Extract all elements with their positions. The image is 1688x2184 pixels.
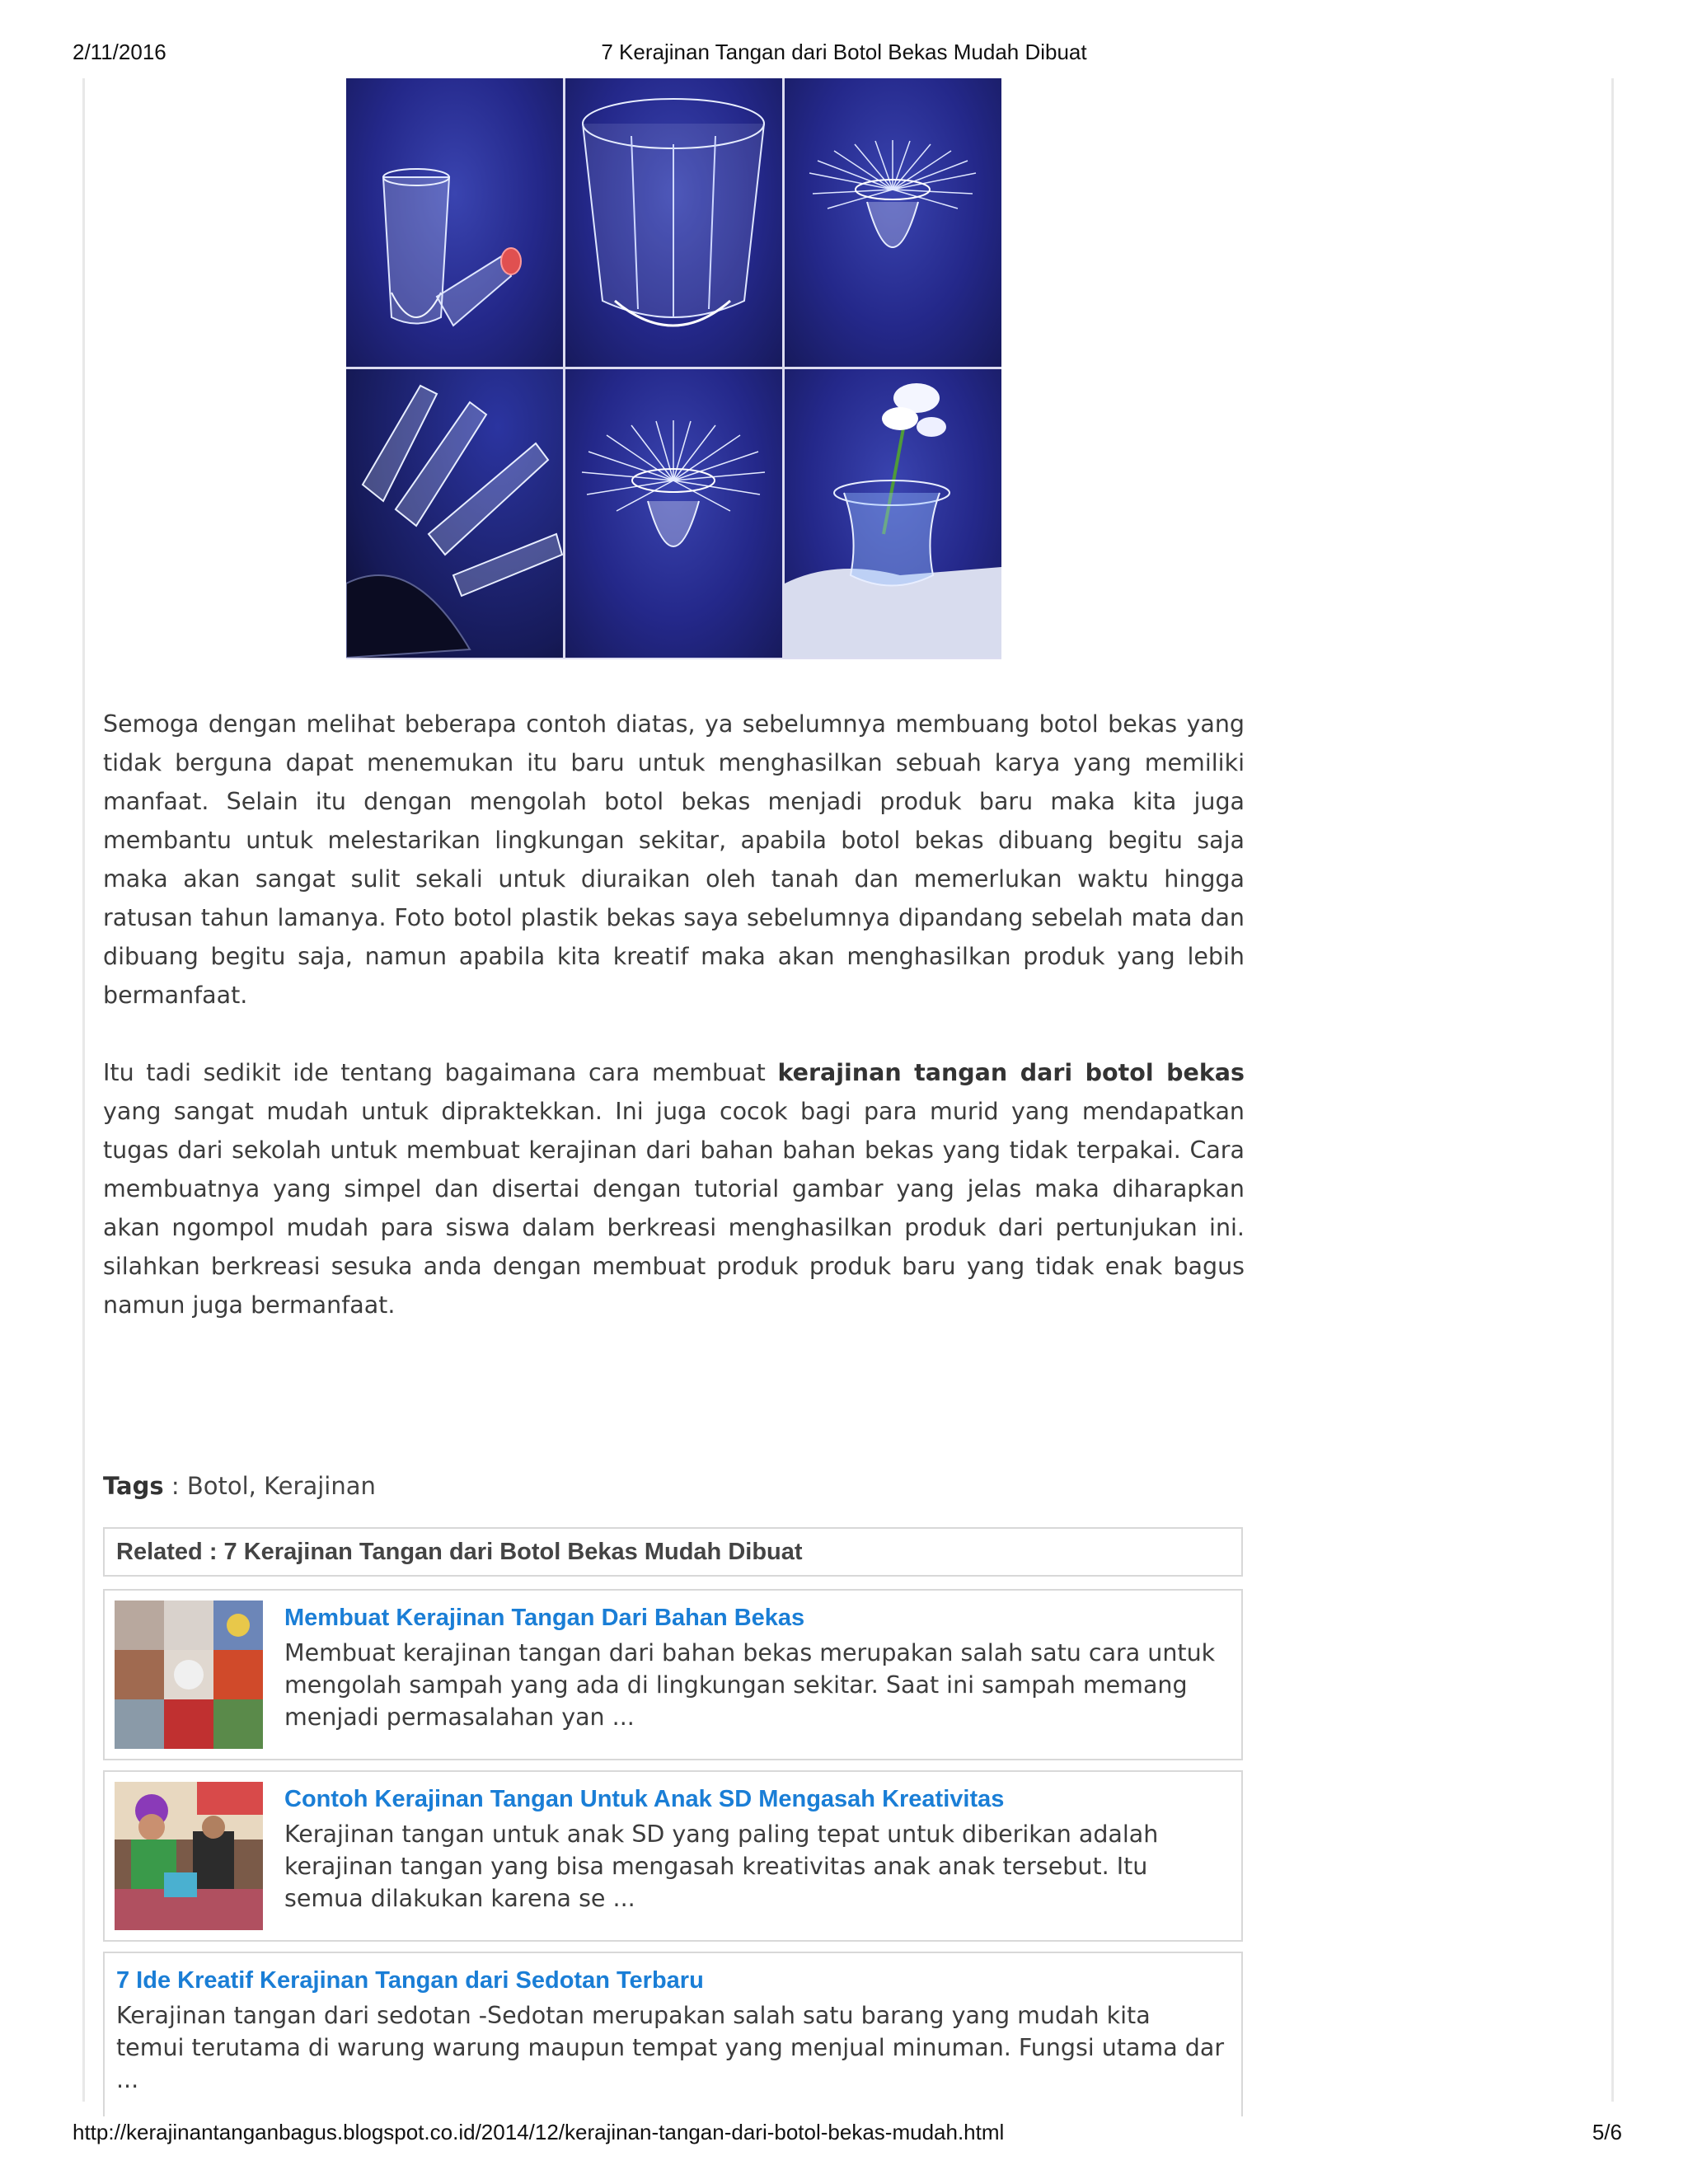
- right-rule: [1611, 78, 1614, 2102]
- print-url: http://kerajinantanganbagus.blogspot.co.id/2014/12/kerajinan-tangan-dari-botol-bekas-mudah.html: [73, 2120, 1005, 2144]
- related-post-item[interactable]: [103, 1770, 1243, 1942]
- photo-step-strips-closeup: [346, 369, 563, 658]
- bottle-vase-tutorial-photo: [346, 78, 1001, 659]
- keyword-bold: kerajinan tangan dari botol bekas: [777, 1059, 1245, 1086]
- print-page-number: 5/6: [1592, 2120, 1622, 2144]
- tags-separator: :: [163, 1472, 187, 1500]
- photo-step-slice-strips: [565, 78, 782, 367]
- tags-joiner: ,: [248, 1472, 265, 1500]
- photo-step-fan-out: [785, 78, 1001, 367]
- related-post-item[interactable]: [103, 1589, 1243, 1760]
- photo-step-cut-bottle: [346, 78, 563, 367]
- tags-line: [103, 1472, 376, 1500]
- article-paragraph-1: Semoga dengan melihat beberapa contoh diatas, ya sebelumnya membuang botol bekas yang tidak berguna dapat menemukan itu baru untuk menghasilkan sebuah karya yang memiliki manfaat. Selain itu dengan mengolah botol bekas menjadi produk baru maka kita juga membantu untuk melestarikan lingkungan sekitar, apabila botol bekas dibuang begitu saja maka akan sangat sulit sekali untuk diuraikan oleh tanah dan memerlukan waktu hingga ratusan tahun lamanya. Foto botol plastik bekas saya sebelumnya dipandang sebelah mata dan dibuang begitu saja, namun apabila kita kreatif maka akan menghasilkan produk yang lebih bermanfaat.: [103, 710, 1245, 1009]
- related-post-excerpt: Kerajinan tangan untuk anak SD yang paling tepat untuk diberikan adalah kerajinan tangan yang bisa mengasah kreativitas anak anak tersebut. Itu semua dilakukan karena se ...: [284, 1821, 1159, 1912]
- related-post-title-link[interactable]: 7 Ide Kreatif Kerajinan Tangan dari Sedotan Terbaru: [116, 1967, 704, 1994]
- tag-link-botol[interactable]: Botol: [186, 1472, 249, 1500]
- print-header: [0, 40, 1688, 73]
- article-paragraph-2: [103, 1053, 1245, 1324]
- related-post-title-link[interactable]: Contoh Kerajinan Tangan Untuk Anak SD Mengasah Kreativitas: [284, 1786, 1005, 1812]
- tag-link-kerajinan[interactable]: Kerajinan: [264, 1472, 376, 1500]
- left-rule: [82, 78, 85, 2102]
- print-footer: [0, 2120, 1688, 2153]
- paragraph-2-rest: yang sangat mudah untuk dipraktekkan. Ini juga cocok bagi para murid yang mendapatkan tugas dari sekolah untuk membuat kerajinan dari bahan bahan bekas yang tidak terpakai. Cara membuatnya yang simpel dan disertai dengan tutorial gambar yang jelas maka diharapkan akan ngompol mudah para siswa dalam berkreasi menghasilkan produk dari pertunjukan ini. silahkan berkreasi sesuka anda dengan membuat produk produk baru yang tidak enak bagus namun juga bermanfaat.: [103, 1098, 1245, 1319]
- article-body: [103, 705, 1245, 1363]
- related-post-thumbnail[interactable]: [115, 1782, 263, 1930]
- related-post-thumbnail[interactable]: [115, 1601, 263, 1749]
- photo-finished-vase-with-flower: [785, 369, 1001, 658]
- paragraph-2-lead: Itu tadi sedikit ide tentang bagaimana cara membuat: [103, 1059, 778, 1086]
- print-doc-title: 7 Kerajinan Tangan dari Botol Bekas Mudah Dibuat: [601, 40, 1087, 64]
- related-post-title-link[interactable]: Membuat Kerajinan Tangan Dari Bahan Bekas: [284, 1605, 805, 1631]
- related-post-excerpt: Membuat kerajinan tangan dari bahan bekas merupakan salah satu cara untuk mengolah sampah yang ada di lingkungan sekitar. Saat ini sampah memang menjadi permasalahan yan ...: [284, 1639, 1216, 1731]
- related-post-item[interactable]: [103, 1952, 1243, 2116]
- print-date: 2/11/2016: [73, 40, 166, 64]
- photo-step-shaped-rim: [565, 369, 782, 658]
- related-post-excerpt: Kerajinan tangan dari sedotan -Sedotan merupakan salah satu barang yang mudah kita temui terutama di warung warung maupun tempat yang menjual minuman. Fungsi utama dar ...: [116, 2002, 1225, 2093]
- related-heading: Related : 7 Kerajinan Tangan dari Botol Bekas Mudah Dibuat: [103, 1527, 1243, 1577]
- tags-label: Tags: [103, 1472, 164, 1500]
